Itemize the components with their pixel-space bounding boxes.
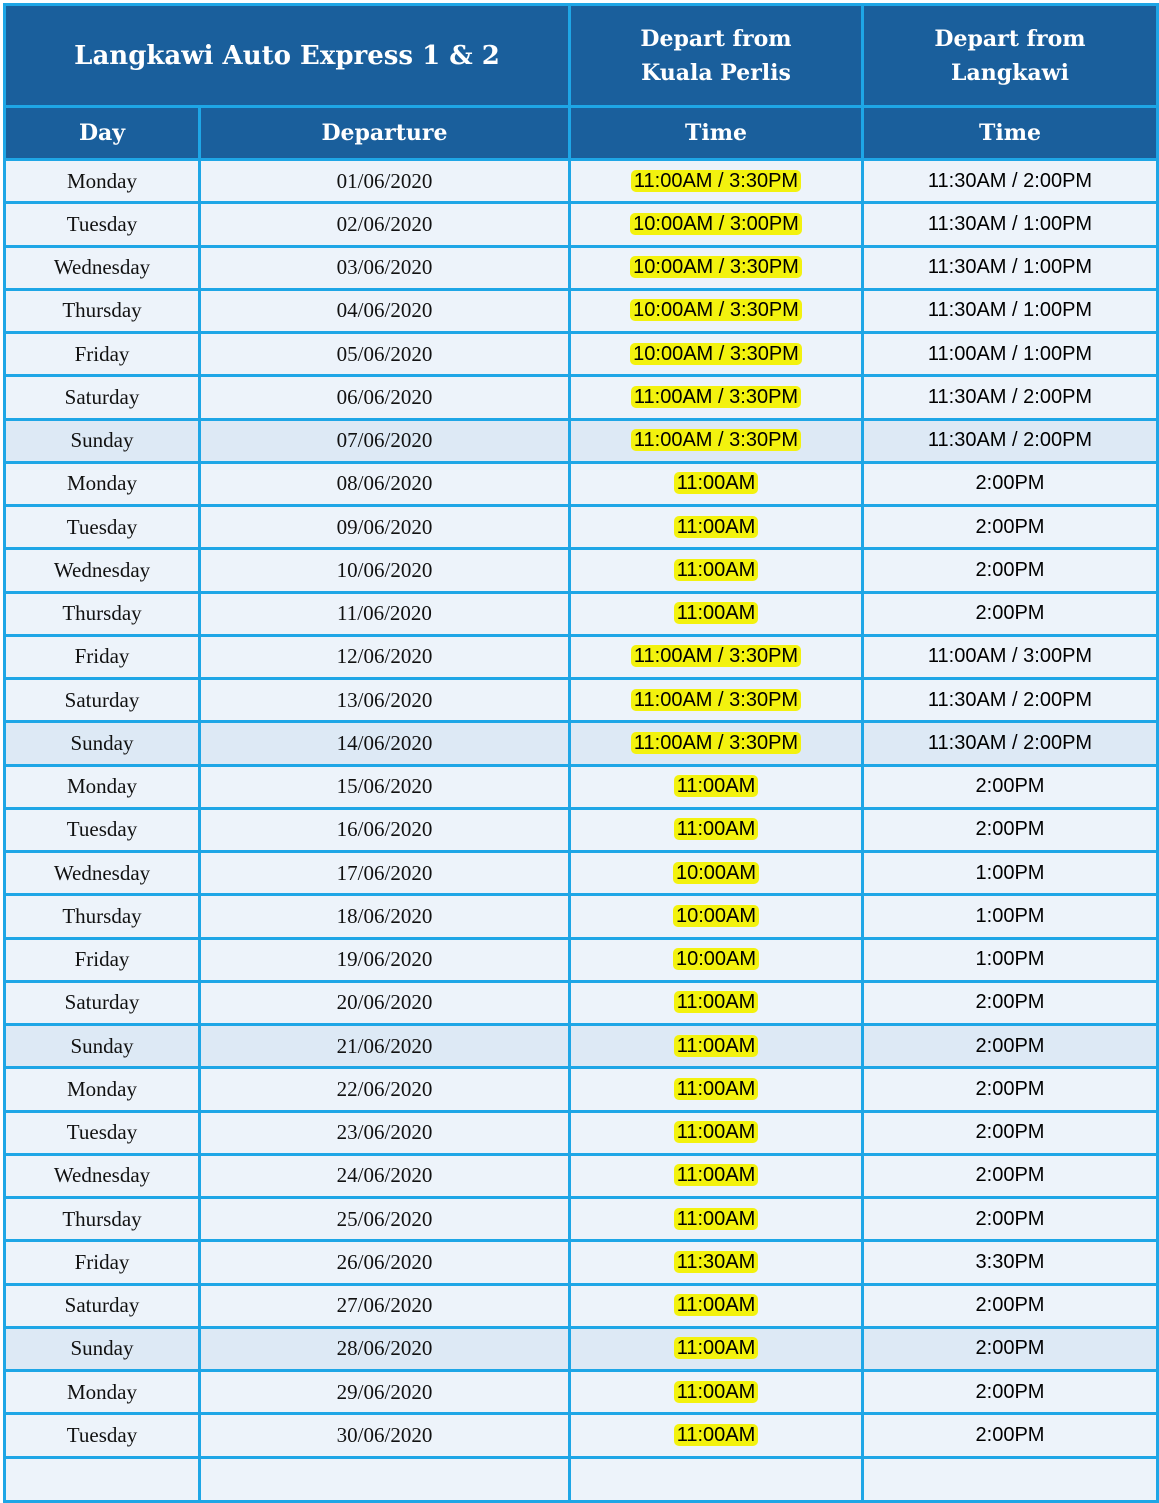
cell-day: Monday <box>5 160 200 203</box>
cell-day: Tuesday <box>5 506 200 549</box>
table-row <box>5 549 1158 592</box>
cell-langkawi-time: 2:00PM <box>863 765 1158 808</box>
cell-departure-date: 10/06/2020 <box>200 549 570 592</box>
highlighted-time: 10:00AM / 3:00PM <box>630 213 802 235</box>
table-row <box>5 1414 1158 1457</box>
cell-day: Friday <box>5 938 200 981</box>
cell-departure-date: 12/06/2020 <box>200 635 570 678</box>
cell-langkawi-time: 2:00PM <box>863 549 1158 592</box>
highlighted-time: 11:00AM <box>674 472 759 494</box>
cell-departure-date: 17/06/2020 <box>200 852 570 895</box>
highlighted-time: 10:00AM / 3:30PM <box>630 256 802 278</box>
header-row-columns <box>5 107 1158 160</box>
cell-departure-date: 30/06/2020 <box>200 1414 570 1457</box>
cell-day: Monday <box>5 1068 200 1111</box>
cell-kuala-perlis-time <box>570 289 863 332</box>
highlighted-time: 11:00AM / 3:30PM <box>631 689 801 711</box>
cell-day: Wednesday <box>5 549 200 592</box>
cell-langkawi-time: 1:00PM <box>863 938 1158 981</box>
header-row-top <box>5 5 1158 107</box>
cell-departure-date: 09/06/2020 <box>200 506 570 549</box>
cell-departure-date: 21/06/2020 <box>200 1025 570 1068</box>
cell-day: Thursday <box>5 289 200 332</box>
cell-departure-date: 22/06/2020 <box>200 1068 570 1111</box>
cell-langkawi-time: 2:00PM <box>863 1198 1158 1241</box>
cell-langkawi-time: 2:00PM <box>863 1068 1158 1111</box>
cell-langkawi-time: 2:00PM <box>863 592 1158 635</box>
cell-kuala-perlis-time <box>570 679 863 722</box>
table-row <box>5 722 1158 765</box>
cell-kuala-perlis-time <box>570 981 863 1024</box>
cell-day: Tuesday <box>5 808 200 851</box>
ferry-schedule-table <box>3 3 1159 1503</box>
schedule-body <box>5 160 1158 1502</box>
cell-departure-date: 07/06/2020 <box>200 419 570 462</box>
cell-departure-date: 19/06/2020 <box>200 938 570 981</box>
highlighted-time: 10:00AM / 3:30PM <box>630 343 802 365</box>
table-row <box>5 765 1158 808</box>
cell-departure-date: 26/06/2020 <box>200 1241 570 1284</box>
cell-kuala-perlis-time <box>570 1327 863 1370</box>
cell-langkawi-time: 3:30PM <box>863 1241 1158 1284</box>
cell-day: Sunday <box>5 1025 200 1068</box>
highlighted-time: 10:00AM <box>673 948 759 970</box>
cell-kuala-perlis-time <box>570 938 863 981</box>
column-header-lk-time: Time <box>863 107 1158 160</box>
header-kp-line2: Kuala Perlis <box>641 59 791 86</box>
cell-langkawi-time: 2:00PM <box>863 1111 1158 1154</box>
cell-departure-date: 13/06/2020 <box>200 679 570 722</box>
cell-kuala-perlis-time <box>570 419 863 462</box>
table-row <box>5 679 1158 722</box>
table-row <box>5 592 1158 635</box>
highlighted-time: 11:00AM <box>674 991 759 1013</box>
highlighted-time: 11:00AM <box>674 1121 759 1143</box>
cell-langkawi-time: 1:00PM <box>863 895 1158 938</box>
cell-kuala-perlis-time <box>570 506 863 549</box>
cell-langkawi-time: 2:00PM <box>863 1414 1158 1457</box>
cell-day: Monday <box>5 1371 200 1414</box>
cell-departure-date: 20/06/2020 <box>200 981 570 1024</box>
cell-departure-date: 11/06/2020 <box>200 592 570 635</box>
highlighted-time: 11:00AM <box>674 1035 759 1057</box>
cell-kuala-perlis-time <box>570 1371 863 1414</box>
cell-kuala-perlis-time <box>570 1111 863 1154</box>
cell-langkawi-time: 2:00PM <box>863 808 1158 851</box>
cell-langkawi-time: 2:00PM <box>863 1025 1158 1068</box>
highlighted-time: 11:30AM <box>674 1251 759 1273</box>
highlighted-time: 11:00AM <box>674 775 759 797</box>
highlighted-time: 11:00AM <box>674 1337 759 1359</box>
empty-cell <box>863 1457 1158 1501</box>
cell-day: Friday <box>5 1241 200 1284</box>
cell-day: Friday <box>5 635 200 678</box>
cell-day: Sunday <box>5 419 200 462</box>
cell-departure-date: 08/06/2020 <box>200 462 570 505</box>
column-header-day: Day <box>5 107 200 160</box>
cell-langkawi-time: 2:00PM <box>863 1154 1158 1197</box>
cell-day: Monday <box>5 765 200 808</box>
cell-kuala-perlis-time <box>570 1025 863 1068</box>
highlighted-time: 11:00AM <box>674 1208 759 1230</box>
table-row <box>5 1111 1158 1154</box>
cell-kuala-perlis-time <box>570 203 863 246</box>
table-row <box>5 1371 1158 1414</box>
highlighted-time: 11:00AM <box>674 1078 759 1100</box>
cell-kuala-perlis-time <box>570 246 863 289</box>
table-row <box>5 203 1158 246</box>
cell-langkawi-time: 2:00PM <box>863 981 1158 1024</box>
cell-day: Tuesday <box>5 1414 200 1457</box>
cell-departure-date: 27/06/2020 <box>200 1284 570 1327</box>
cell-kuala-perlis-time <box>570 1414 863 1457</box>
header-lk-line1: Depart from <box>934 25 1086 52</box>
cell-kuala-perlis-time <box>570 765 863 808</box>
cell-departure-date: 01/06/2020 <box>200 160 570 203</box>
cell-departure-date: 18/06/2020 <box>200 895 570 938</box>
cell-langkawi-time: 2:00PM <box>863 1371 1158 1414</box>
table-row <box>5 1068 1158 1111</box>
header-lk-line2: Langkawi <box>951 59 1069 86</box>
cell-departure-date: 28/06/2020 <box>200 1327 570 1370</box>
cell-langkawi-time: 2:00PM <box>863 1327 1158 1370</box>
empty-cell <box>5 1457 200 1501</box>
cell-langkawi-time: 11:30AM / 2:00PM <box>863 160 1158 203</box>
cell-kuala-perlis-time <box>570 333 863 376</box>
cell-langkawi-time: 11:30AM / 2:00PM <box>863 419 1158 462</box>
cell-departure-date: 15/06/2020 <box>200 765 570 808</box>
cell-departure-date: 16/06/2020 <box>200 808 570 851</box>
highlighted-time: 11:00AM <box>674 516 759 538</box>
cell-kuala-perlis-time <box>570 549 863 592</box>
cell-langkawi-time: 11:30AM / 1:00PM <box>863 246 1158 289</box>
table-row <box>5 160 1158 203</box>
empty-row <box>5 1457 1158 1501</box>
header-depart-kuala-perlis <box>570 5 863 107</box>
table-row <box>5 289 1158 332</box>
cell-departure-date: 06/06/2020 <box>200 376 570 419</box>
highlighted-time: 10:00AM / 3:30PM <box>630 299 802 321</box>
cell-departure-date: 14/06/2020 <box>200 722 570 765</box>
cell-langkawi-time: 2:00PM <box>863 462 1158 505</box>
cell-departure-date: 02/06/2020 <box>200 203 570 246</box>
cell-departure-date: 25/06/2020 <box>200 1198 570 1241</box>
cell-kuala-perlis-time <box>570 1068 863 1111</box>
cell-day: Thursday <box>5 592 200 635</box>
cell-day: Thursday <box>5 1198 200 1241</box>
cell-kuala-perlis-time <box>570 592 863 635</box>
cell-departure-date: 23/06/2020 <box>200 1111 570 1154</box>
highlighted-time: 11:00AM / 3:30PM <box>631 170 801 192</box>
cell-kuala-perlis-time <box>570 1241 863 1284</box>
cell-langkawi-time: 11:30AM / 1:00PM <box>863 289 1158 332</box>
cell-departure-date: 29/06/2020 <box>200 1371 570 1414</box>
cell-kuala-perlis-time <box>570 852 863 895</box>
highlighted-time: 11:00AM <box>674 1381 759 1403</box>
cell-day: Wednesday <box>5 1154 200 1197</box>
highlighted-time: 11:00AM <box>674 1424 759 1446</box>
cell-langkawi-time: 2:00PM <box>863 506 1158 549</box>
table-row <box>5 1025 1158 1068</box>
cell-day: Saturday <box>5 679 200 722</box>
cell-kuala-perlis-time <box>570 1154 863 1197</box>
table-row <box>5 1327 1158 1370</box>
table-row <box>5 895 1158 938</box>
cell-kuala-perlis-time <box>570 722 863 765</box>
cell-departure-date: 04/06/2020 <box>200 289 570 332</box>
cell-day: Saturday <box>5 376 200 419</box>
cell-kuala-perlis-time <box>570 1198 863 1241</box>
cell-departure-date: 05/06/2020 <box>200 333 570 376</box>
column-header-kp-time: Time <box>570 107 863 160</box>
highlighted-time: 11:00AM <box>674 559 759 581</box>
cell-day: Tuesday <box>5 203 200 246</box>
cell-kuala-perlis-time <box>570 376 863 419</box>
schedule-title: Langkawi Auto Express 1 & 2 <box>5 5 570 107</box>
highlighted-time: 11:00AM / 3:30PM <box>631 429 801 451</box>
empty-cell <box>570 1457 863 1501</box>
table-row <box>5 852 1158 895</box>
cell-departure-date: 03/06/2020 <box>200 246 570 289</box>
table-row <box>5 246 1158 289</box>
cell-day: Sunday <box>5 722 200 765</box>
cell-langkawi-time: 1:00PM <box>863 852 1158 895</box>
header-depart-langkawi <box>863 5 1158 107</box>
cell-day: Saturday <box>5 1284 200 1327</box>
cell-kuala-perlis-time <box>570 635 863 678</box>
cell-day: Saturday <box>5 981 200 1024</box>
cell-day: Sunday <box>5 1327 200 1370</box>
cell-langkawi-time: 11:30AM / 2:00PM <box>863 376 1158 419</box>
cell-kuala-perlis-time <box>570 895 863 938</box>
table-row <box>5 506 1158 549</box>
table-row <box>5 981 1158 1024</box>
highlighted-time: 11:00AM / 3:30PM <box>631 645 801 667</box>
cell-day: Thursday <box>5 895 200 938</box>
cell-day: Monday <box>5 462 200 505</box>
cell-day: Wednesday <box>5 852 200 895</box>
cell-langkawi-time: 11:00AM / 3:00PM <box>863 635 1158 678</box>
table-row <box>5 419 1158 462</box>
table-row <box>5 808 1158 851</box>
highlighted-time: 11:00AM / 3:30PM <box>631 732 801 754</box>
cell-departure-date: 24/06/2020 <box>200 1154 570 1197</box>
cell-day: Wednesday <box>5 246 200 289</box>
empty-cell <box>200 1457 570 1501</box>
cell-langkawi-time: 11:00AM / 1:00PM <box>863 333 1158 376</box>
cell-langkawi-time: 11:30AM / 2:00PM <box>863 722 1158 765</box>
cell-day: Friday <box>5 333 200 376</box>
table-row <box>5 376 1158 419</box>
table-row <box>5 1241 1158 1284</box>
column-header-departure: Departure <box>200 107 570 160</box>
table-row <box>5 635 1158 678</box>
table-row <box>5 462 1158 505</box>
table-row <box>5 333 1158 376</box>
cell-langkawi-time: 11:30AM / 2:00PM <box>863 679 1158 722</box>
highlighted-time: 11:00AM <box>674 1294 759 1316</box>
highlighted-time: 10:00AM <box>673 862 759 884</box>
cell-kuala-perlis-time <box>570 160 863 203</box>
table-row <box>5 1284 1158 1327</box>
highlighted-time: 11:00AM <box>674 818 759 840</box>
cell-kuala-perlis-time <box>570 1284 863 1327</box>
cell-langkawi-time: 2:00PM <box>863 1284 1158 1327</box>
highlighted-time: 11:00AM <box>674 602 759 624</box>
header-kp-line1: Depart from <box>640 25 792 52</box>
cell-day: Tuesday <box>5 1111 200 1154</box>
highlighted-time: 11:00AM <box>674 1164 759 1186</box>
cell-kuala-perlis-time <box>570 462 863 505</box>
cell-kuala-perlis-time <box>570 808 863 851</box>
highlighted-time: 11:00AM / 3:30PM <box>631 386 801 408</box>
table-row <box>5 938 1158 981</box>
table-row <box>5 1154 1158 1197</box>
table-row <box>5 1198 1158 1241</box>
cell-langkawi-time: 11:30AM / 1:00PM <box>863 203 1158 246</box>
highlighted-time: 10:00AM <box>673 905 759 927</box>
